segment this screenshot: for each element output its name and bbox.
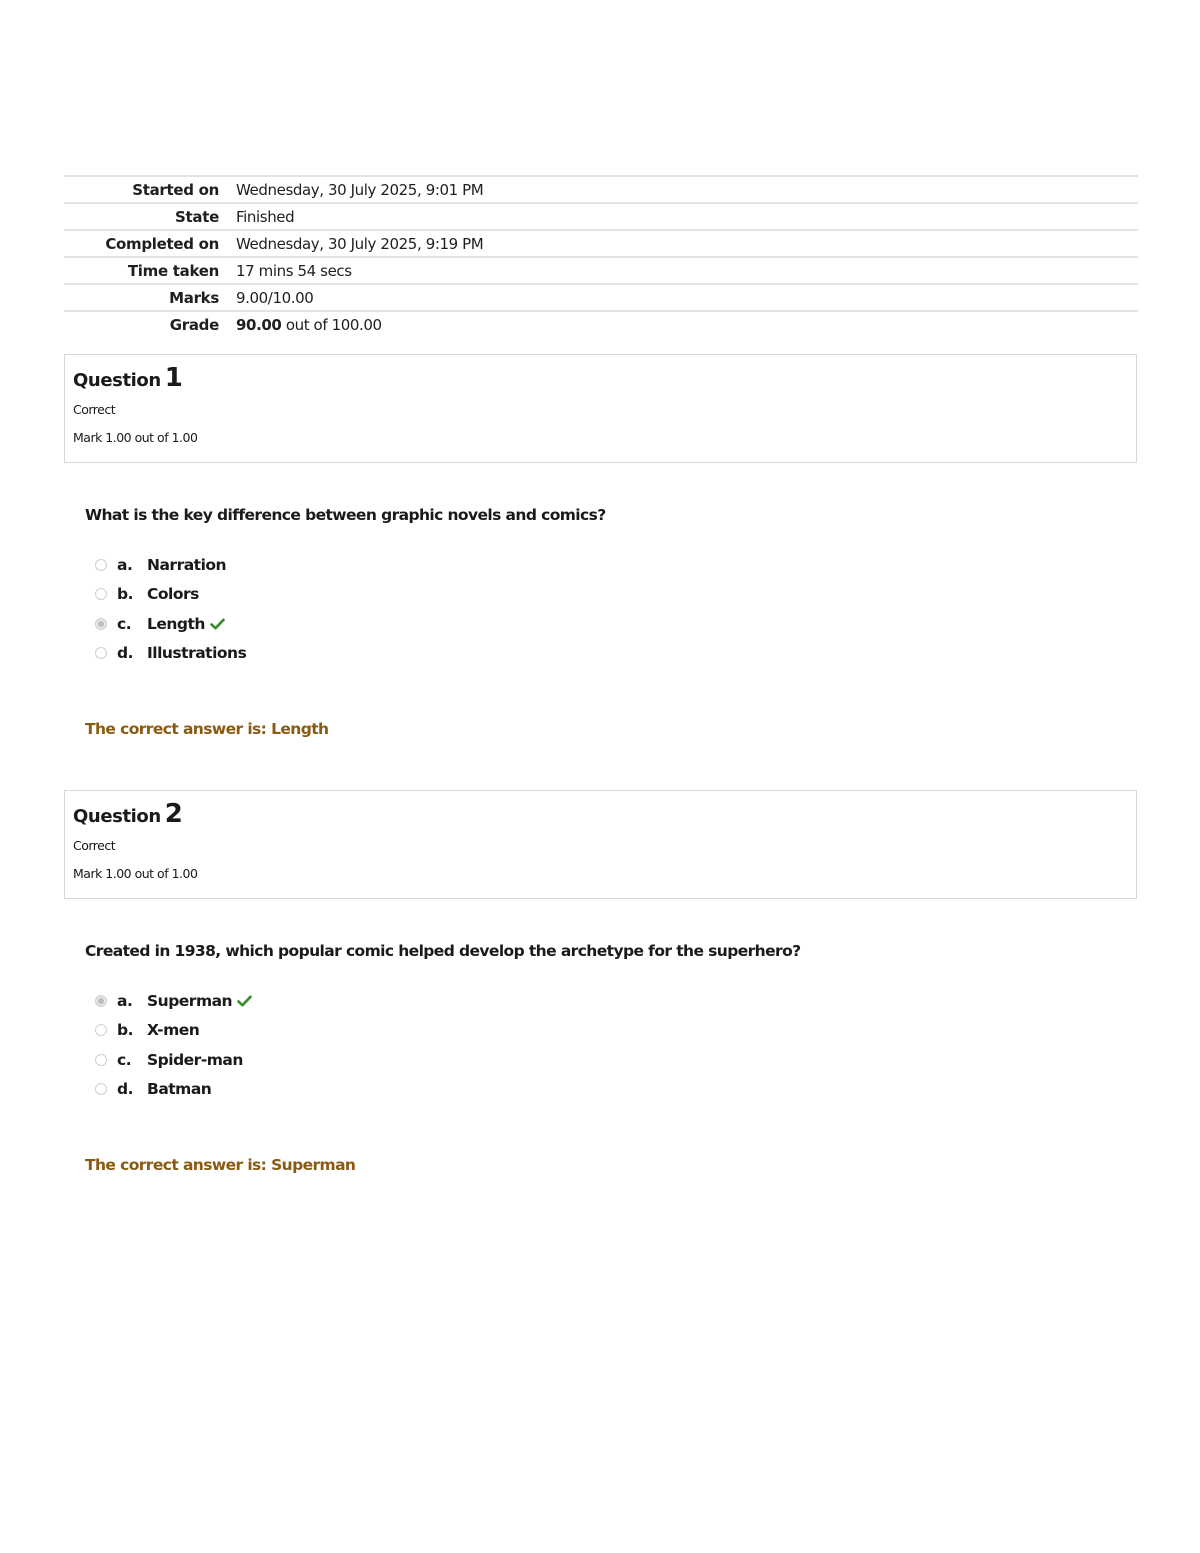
question-info-box bbox=[64, 354, 1137, 463]
summary-row-started bbox=[64, 176, 1138, 203]
answer-letter: c. bbox=[117, 1050, 132, 1069]
question-content bbox=[64, 463, 1138, 738]
answer-list bbox=[85, 986, 1138, 1104]
summary-row-state bbox=[64, 203, 1138, 230]
radio-button[interactable] bbox=[95, 588, 107, 600]
radio-button-selected[interactable] bbox=[95, 995, 107, 1007]
answer-letter: c. bbox=[117, 614, 132, 633]
radio-button[interactable] bbox=[95, 647, 107, 659]
question-state: Correct bbox=[73, 838, 116, 853]
question-number-heading bbox=[73, 799, 1128, 832]
attempt-summary-table bbox=[64, 175, 1138, 338]
question-2 bbox=[64, 790, 1138, 1174]
answer-option-d[interactable] bbox=[95, 1075, 1138, 1105]
answer-option-c[interactable] bbox=[95, 609, 1138, 639]
summary-value: Finished bbox=[233, 203, 1138, 230]
summary-row-grade bbox=[64, 311, 1138, 338]
question-label: Question bbox=[73, 806, 161, 827]
correct-answer-feedback: The correct answer is: Length bbox=[85, 720, 329, 738]
question-number: 1 bbox=[164, 363, 183, 393]
answer-text: Narration bbox=[147, 555, 227, 574]
grade-score: 90.00 bbox=[236, 316, 282, 334]
radio-button[interactable] bbox=[95, 1054, 107, 1066]
answer-text: Colors bbox=[147, 585, 199, 604]
summary-label: Time taken bbox=[64, 257, 233, 284]
summary-label: Started on bbox=[132, 180, 219, 199]
radio-button[interactable] bbox=[95, 1024, 107, 1036]
summary-value: 9.00/10.00 bbox=[233, 284, 1138, 311]
answer-text: Superman bbox=[147, 991, 233, 1010]
question-mark: Mark 1.00 out of 1.00 bbox=[73, 866, 198, 881]
answer-option-b[interactable] bbox=[95, 1016, 1138, 1046]
correct-answer-feedback: The correct answer is: Superman bbox=[85, 1156, 356, 1174]
summary-row-marks bbox=[64, 284, 1138, 311]
answer-text: Batman bbox=[147, 1080, 212, 1099]
radio-button[interactable] bbox=[95, 1083, 107, 1095]
summary-label: State bbox=[64, 203, 233, 230]
answer-option-d[interactable] bbox=[95, 639, 1138, 669]
answer-letter: a. bbox=[117, 555, 133, 574]
answer-letter: b. bbox=[117, 1021, 133, 1040]
answer-letter: a. bbox=[117, 991, 133, 1010]
answer-option-b[interactable] bbox=[95, 580, 1138, 610]
question-label: Question bbox=[73, 370, 161, 391]
answer-option-a[interactable] bbox=[95, 986, 1138, 1016]
summary-value: Wednesday, 30 July 2025, 9:19 PM bbox=[233, 230, 1138, 257]
question-info-box bbox=[64, 790, 1137, 899]
question-mark: Mark 1.00 out of 1.00 bbox=[73, 430, 198, 445]
question-text: Created in 1938, which popular comic helped develop the archetype for the superhero? bbox=[85, 942, 801, 960]
check-icon bbox=[210, 618, 225, 630]
answer-letter: d. bbox=[117, 1080, 133, 1099]
summary-label: Grade bbox=[64, 311, 233, 338]
question-text: What is the key difference between graphic novels and comics? bbox=[85, 506, 606, 524]
summary-row-time-taken bbox=[64, 257, 1138, 284]
answer-text: X-men bbox=[147, 1021, 200, 1040]
question-content bbox=[64, 899, 1138, 1174]
answer-option-c[interactable] bbox=[95, 1045, 1138, 1075]
radio-button-selected[interactable] bbox=[95, 618, 107, 630]
answer-text: Spider-man bbox=[147, 1050, 243, 1069]
question-number: 2 bbox=[164, 799, 183, 829]
answer-text: Illustrations bbox=[147, 644, 247, 663]
question-number-heading bbox=[73, 363, 1128, 396]
summary-row-completed bbox=[64, 230, 1138, 257]
question-state: Correct bbox=[73, 402, 116, 417]
summary-label: Marks bbox=[64, 284, 233, 311]
summary-label: Completed on bbox=[64, 230, 233, 257]
radio-button[interactable] bbox=[95, 559, 107, 571]
summary-value bbox=[233, 311, 1138, 338]
answer-letter: b. bbox=[117, 585, 133, 604]
question-1 bbox=[64, 354, 1138, 738]
answer-text: Length bbox=[147, 614, 205, 633]
answer-option-a[interactable] bbox=[95, 550, 1138, 580]
answer-list bbox=[85, 550, 1138, 668]
summary-value: Wednesday, 30 July 2025, 9:01 PM bbox=[236, 180, 484, 199]
summary-value: 17 mins 54 secs bbox=[233, 257, 1138, 284]
answer-letter: d. bbox=[117, 644, 133, 663]
quiz-review-page bbox=[64, 175, 1138, 1174]
grade-suffix: out of 100.00 bbox=[281, 316, 382, 334]
check-icon bbox=[237, 995, 252, 1007]
